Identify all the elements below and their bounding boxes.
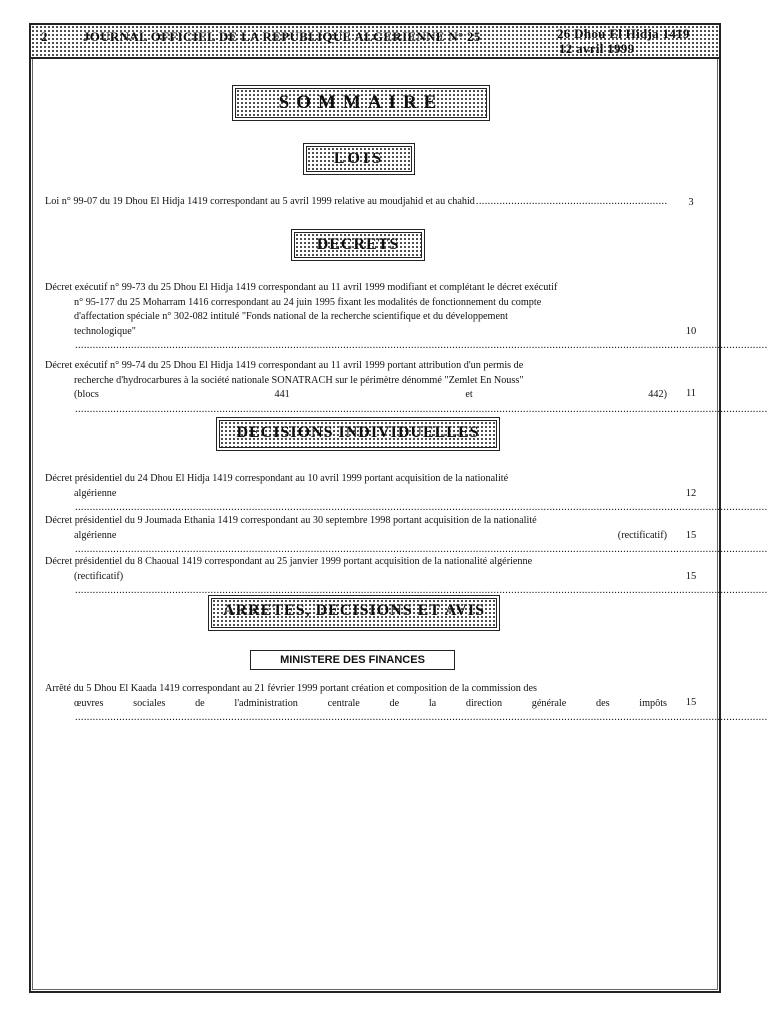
entry-line-last xyxy=(45,388,667,417)
toc-entry-decision-1[interactable] xyxy=(45,472,667,516)
ministry-heading: MINISTERE DES FINANCES xyxy=(250,650,455,670)
section-heading-text: DECISIONS INDIVIDUELLES xyxy=(236,424,480,441)
toc-entry-loi-99-07[interactable] xyxy=(45,195,667,210)
toc-entry-decision-3[interactable] xyxy=(45,555,667,599)
journal-title: JOURNAL OFFICIEL DE LA REPUBLIQUE ALGERIENNE N° 25 xyxy=(83,29,481,44)
dot-leader xyxy=(75,544,768,555)
page-ref[interactable]: 15 xyxy=(685,571,697,582)
section-heading-text: LOIS xyxy=(333,150,385,167)
entry-text: Loi n° 99-07 du 19 Dhou El Hidja 1419 correspondant au 5 avril 1999 relative au moudjahid et au chahid xyxy=(45,196,475,207)
entry-text: (rectificatif) xyxy=(74,570,124,582)
section-heading-text: DECRETS xyxy=(316,236,400,253)
section-heading-arretes xyxy=(211,598,497,628)
journal-header xyxy=(31,25,719,59)
toc-entry-decret-99-73[interactable] xyxy=(45,281,667,354)
page-ref[interactable]: 15 xyxy=(685,530,697,541)
entry-text: œuvres sociales de l'administration centrale de la direction générale des impôts xyxy=(74,697,667,709)
date-gregorian: 12 avril 1999 xyxy=(559,41,635,56)
section-heading-decrets xyxy=(294,232,422,258)
entry-text: algérienne xyxy=(74,487,117,499)
page-ref[interactable]: 15 xyxy=(685,697,697,708)
entry-line: n° 95-177 du 25 Moharram 1416 correspondant au 24 juin 1995 fixant les modalités de fonctionnement du compte xyxy=(74,296,542,308)
entry-line: Décret présidentiel du 8 Chaoual 1419 correspondant au 25 janvier 1999 portant acquisition de la nationalité algérienne xyxy=(45,556,533,567)
page-ref[interactable]: 12 xyxy=(685,488,697,499)
entry-line: Décret présidentiel du 9 Joumada Ethania 1419 correspondant au 30 septembre 1998 portant acquisition de la nationalité xyxy=(45,515,537,526)
section-heading-text: ARRETES, DECISIONS ET AVIS xyxy=(223,602,485,619)
entry-line: Décret présidentiel du 24 Dhou El Hidja 1419 correspondant au 10 avril 1999 portant acquisition de la nationalité xyxy=(45,473,509,484)
page-ref[interactable]: 3 xyxy=(688,197,694,208)
dot-leader xyxy=(75,712,768,723)
title-text: SOMMAIRE xyxy=(278,92,444,113)
entry-line-last xyxy=(45,697,667,726)
entry-line: Décret exécutif n° 99-74 du 25 Dhou El Hidja 1419 correspondant au 11 avril 1999 portant attribution d'un permis de xyxy=(45,360,524,371)
entry-line-last xyxy=(45,325,667,354)
entry-line-last xyxy=(45,487,667,516)
entry-line-last xyxy=(45,529,667,558)
dot-leader xyxy=(75,340,768,351)
entry-text: (blocs 441 et 442) xyxy=(74,389,667,400)
page-number: 2 xyxy=(41,29,48,44)
entry-line: Décret exécutif n° 99-73 du 25 Dhou El Hidja 1419 correspondant au 11 avril 1999 modifiant et complétant le décret exécutif xyxy=(45,282,558,293)
page-ref[interactable]: 11 xyxy=(685,388,697,399)
toc-entry-arrete-1[interactable] xyxy=(45,682,667,726)
toc-entry-decret-99-74[interactable] xyxy=(45,359,667,417)
section-heading-decisions-individuelles xyxy=(219,420,497,448)
section-heading-lois xyxy=(306,146,412,172)
dot-leader xyxy=(75,502,768,513)
entry-text: technologique" xyxy=(74,325,136,337)
entry-text: algérienne (rectificatif) xyxy=(74,529,667,541)
dot-leader xyxy=(75,404,768,415)
toc-entry-decision-2[interactable] xyxy=(45,514,667,558)
entry-line-last xyxy=(45,570,667,599)
page-ref[interactable]: 10 xyxy=(685,326,697,337)
entry-line: d'affectation spéciale n° 302-082 intitulé "Fonds national de la recherche scientifique et du développement xyxy=(74,311,508,322)
dot-leader xyxy=(476,195,667,210)
entry-line: recherche d'hydrocarbures à la société nationale SONATRACH sur le périmètre dénommé "Zemlet En Nouss" xyxy=(74,374,524,386)
entry-line: Arrêté du 5 Dhou El Kaada 1419 correspondant au 21 février 1999 portant création et composition de la commission des xyxy=(45,683,537,694)
title-sommaire xyxy=(235,88,487,118)
dot-leader xyxy=(75,585,768,596)
date-hijri: 26 Dhou El Hidja 1419 xyxy=(557,26,690,41)
